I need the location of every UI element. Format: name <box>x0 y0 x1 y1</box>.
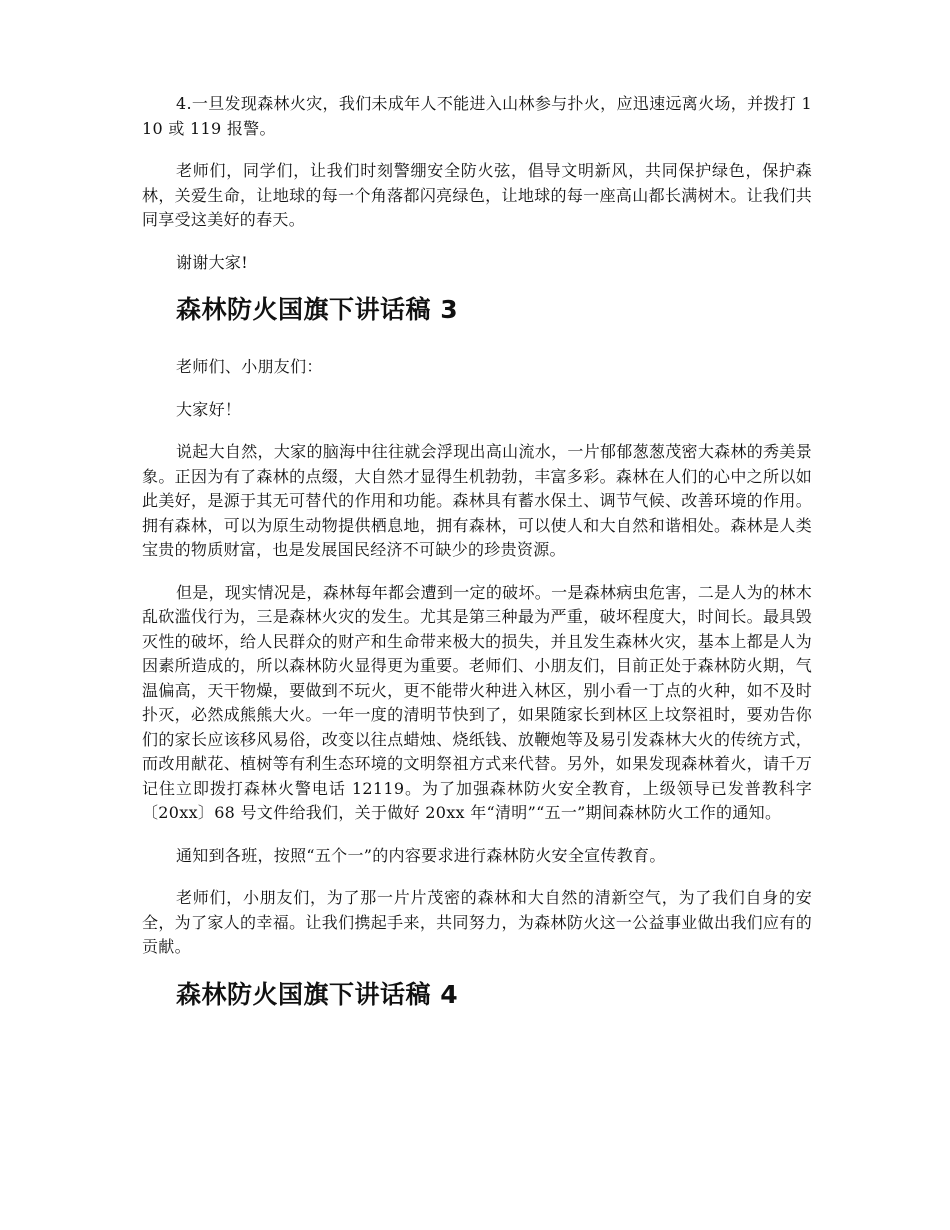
paragraph-notice: 通知到各班，按照“五个一”的内容要求进行森林防火安全宣传教育。 <box>176 845 666 865</box>
document-body <box>142 92 812 1040</box>
paragraph-greeting-audience: 老师们、小朋友们： <box>176 357 323 376</box>
paragraph-thanks: 谢谢大家! <box>176 252 248 272</box>
paragraph-call-to-action: 老师们，同学们，让我们时刻警绷安全防火弦，倡导文明新风，共同保护绿色，保护森林，关爱生命，让地球的每一个角落都闪亮绿色，让地球的每一座高山都长满树木。让我们共同享受这美好的春天。 <box>142 161 812 229</box>
paragraph-fire-advice: 4.一旦发现森林火灾，我们未成年人不能进入山林参与扑火，应迅速远离火场，并拨打 110 或 119 报警。 <box>142 94 812 138</box>
section-heading-4: 森林防火国旗下讲话稿 4 <box>176 979 459 1009</box>
paragraph-nature-forest: 说起大自然，大家的脑海中往往就会浮现出高山流水，一片郁郁葱葱茂密大森林的秀美景象。正因为有了森林的点缀，大自然才显得生机勃勃，丰富多彩。森林在人们的心中之所以如此美好，是源于其无可替代的作用和功能。森林具有蓄水保土、调节气候、改善环境的作用。拥有森林，可以为原生动物提供栖息地，拥有森林，可以使人和大自然和谐相处。森林是人类宝贵的物质财富，也是发展国民经济不可缺少的珍贵资源。 <box>142 442 812 559</box>
section-heading-3: 森林防火国旗下讲话稿 3 <box>176 295 459 324</box>
paragraph-forest-damage: 但是，现实情况是，森林每年都会遭到一定的破坏。一是森林病虫危害，二是人为的林木乱砍滥伐行为，三是森林火灾的发生。尤其是第三种最为严重，破坏程度大，时间长。最具毁灭性的破坏，给人民群众的财产和生命带来极大的损失，并且发生森林火灾，基本上都是人为因素所造成的，所以森林防火显得更为重要。老师们、小朋友们，目前正处于森林防火期，气温偏高，天干物燥，要做到不玩火，更不能带火种进入林区，别小看一丁点的火种，如不及时扑灭，必然成熊熊大火。一年一度的清明节快到了，如果随家长到林区上坟祭祖时，要劝告你们的家长应该移风易俗，改变以往点蜡烛、烧纸钱、放鞭炮等及易引发森林大火的传统方式，而改用献花、植树等有利生态环境的文明祭祖方式来代替。另外，如果发现森林着火，请千万记住立即拨打森林火警电话 12119。为了加强森林防火安全教育，上级领导已发普教科字〔20xx〕68 号文件给我们，关于做好 20xx 年“清明”“五一”期间森林防火工作的通知。 <box>142 582 812 822</box>
paragraph-greeting-hello: 大家好！ <box>176 399 242 419</box>
paragraph-closing: 老师们，小朋友们，为了那一片片茂密的森林和大自然的清新空气，为了我们自身的安全，为了家人的幸福。让我们携起手来，共同努力，为森林防火这一公益事业做出我们应有的贡献。 <box>142 888 812 956</box>
